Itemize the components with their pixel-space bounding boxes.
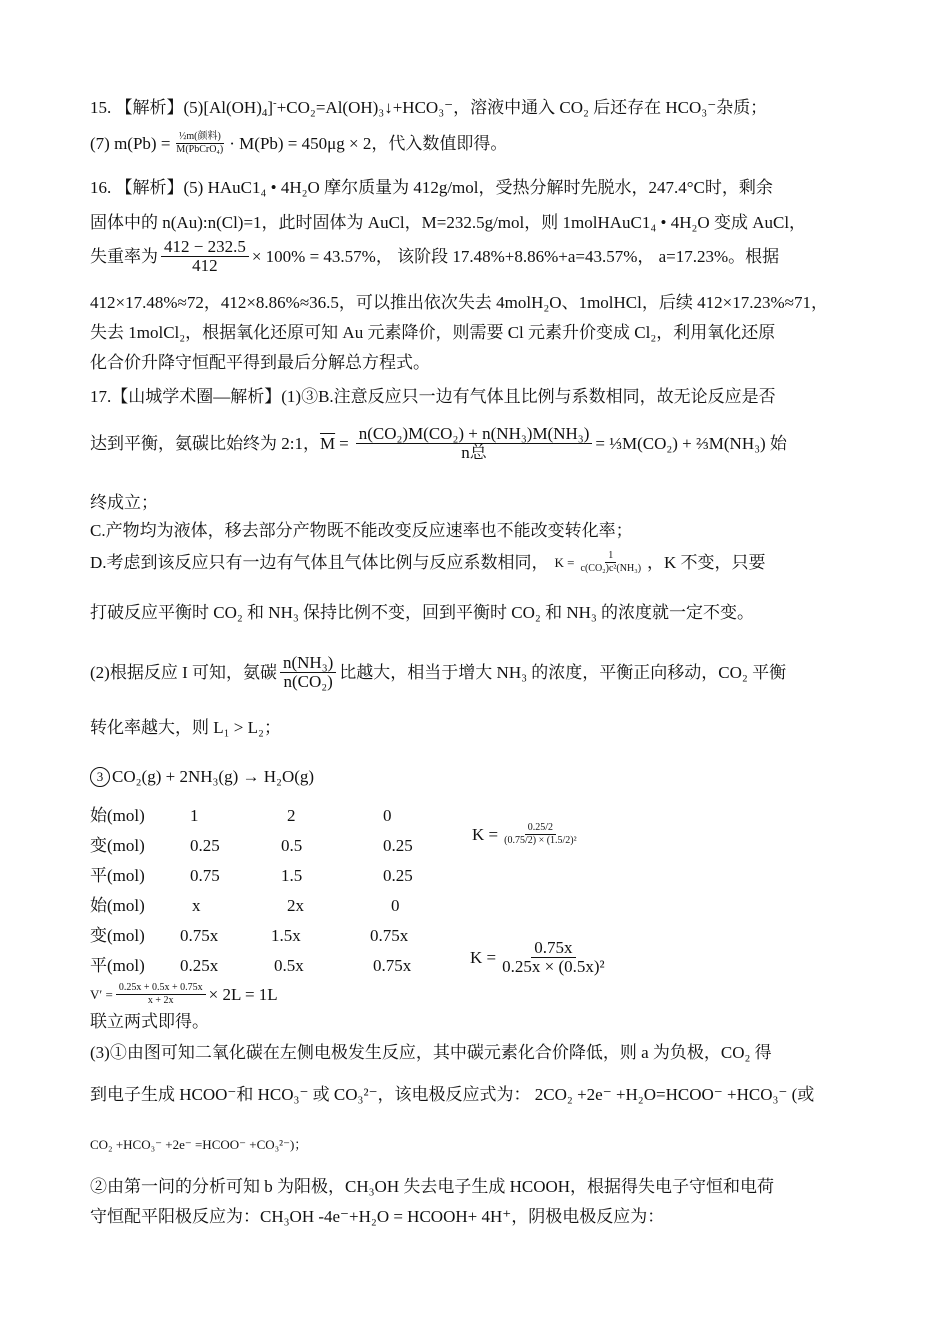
k2-numerator: 0.75x <box>531 939 575 958</box>
q15-fraction-numerator: ½m(颜料) <box>176 131 224 144</box>
q16-line-5: 失去 1molCl₂，根据氧化还原可知 Au 元素降价，则需要 Cl 元素升价变成 Cl₂，利用氧化还原 <box>90 323 776 342</box>
table-cell: 1.5x <box>271 926 301 945</box>
q17-line-3: 终成立； <box>90 493 158 512</box>
k2-denominator: 0.25x × (0.5x)² <box>502 957 605 976</box>
q16-line3-suffix: × 100% = 43.57%， 该阶段 17.48%+8.86%+a=43.57%， a=17.23%。根据 <box>251 246 780 266</box>
volume-formula <box>90 982 278 1007</box>
k2-fraction <box>499 939 608 976</box>
q17-part3-1-line-2: 到电子生成 HCOO⁻和 HCO₃⁻ 或 CO₃²⁻，该电极反应式为： 2CO₂ +2e⁻ +H₂O=HCOO⁻ +HCO₃⁻ (或 <box>90 1085 815 1104</box>
q17-equals: = <box>339 433 349 453</box>
q17-part3-1-line-3: CO₂ +HCO₃⁻ +2e⁻ =HCOO⁻ +CO₃²⁻)； <box>90 1137 308 1152</box>
table-cell: 0.5x <box>274 956 304 975</box>
table-cell: x <box>192 896 201 915</box>
q16-line-4: 412×17.48%≈72，412×8.86%≈36.5，可以推出依次失去 4molH₂O、1molHCl，后续 412×17.23%≈71， <box>90 293 828 312</box>
q15-line-1: 15. 【解析】$(5)[Al(OH)_4]^-+CO_2=Al(OH)_3↓+HCO_3^-$，溶液中通入 CO₂ 后还存在 HCO₃⁻杂质； <box>90 97 768 119</box>
q15-line1-mid: ] <box>267 98 274 117</box>
q17-part2-line-1 <box>90 654 786 691</box>
q16-line-2: 固体中的 n(Au):n(Cl)=1，此时固体为 AuCl，M=232.5g/mol，则 1molHAuC1₄ • 4H₂O 变成 AuCl， <box>90 213 807 232</box>
table-cell: 0.25 <box>190 836 220 855</box>
q15-line2-rhs: · M(Pb) = 450μg × 2，代入数值即得。 <box>229 133 508 153</box>
q17-line-6: 打破反应平衡时 CO₂ 和 NH₃ 保持比例不变，回到平衡时 CO₂ 和 NH₃ 的浓度就一定不变。 <box>90 603 755 622</box>
q17-mbar: $\overline{M}$ <box>319 433 336 453</box>
v-numerator: 0.25x + 0.5x + 0.75x <box>116 982 206 995</box>
table-cell: 0.75x <box>180 926 219 945</box>
q17-p2-prefix: (2)根据反应 I 可知，氨碳 <box>90 662 277 682</box>
q17-part3-2-line-2: 守恒配平阳极反应为：CH₃OH -4e⁻+H₂O = HCOOH+ 4H⁺，阴极电极反应为： <box>90 1207 665 1226</box>
v-denominator: x + 2x <box>147 995 174 1006</box>
q17-k-numerator: 1 <box>605 550 616 563</box>
q17-line2-prefix: 达到平衡，氨碳比始终为 2:1， <box>90 433 320 453</box>
table-cell: 0 <box>383 806 392 825</box>
k1-numerator: 0.25/2 <box>525 822 556 835</box>
q17-part3-2-line-1: ②由第一问的分析可知 b 为阳极，CH₃OH 失去电子生成 HCOOH，根据得失电子守恒和电荷 <box>90 1177 775 1196</box>
table-row-label: 始(mol) <box>90 896 145 915</box>
table-cell: 0.75 <box>190 866 220 885</box>
v-rhs: × 2L = 1L <box>208 984 278 1004</box>
q15-fraction-denominator: M(PbCrO₄) <box>176 144 224 155</box>
table-cell: 0 <box>391 896 400 915</box>
q17-k-fraction <box>578 550 645 575</box>
q16-fraction-numerator: 412 − 232.5 <box>161 238 249 257</box>
q17-line-2 <box>90 425 787 462</box>
table-row-label: 平(mol) <box>90 956 145 975</box>
table-cell: 1 <box>190 806 199 825</box>
circled-number: 3 <box>90 767 110 787</box>
table-cell: 0.25x <box>180 956 219 975</box>
q15-line2-lhs: (7) m(Pb) = <box>90 133 171 153</box>
table-cell: 1.5 <box>281 866 303 885</box>
q17-line-4: C.产物均为液体，移去部分产物既不能改变反应速率也不能改变转化率； <box>90 521 633 540</box>
table-cell: 0.75x <box>370 926 409 945</box>
q16-fraction-denominator: 412 <box>192 256 218 275</box>
q17-p2-suffix: 比越大，相当于增大 NH₃ 的浓度，平衡正向移动，CO₂ 平衡 <box>339 662 787 682</box>
table-cell: 0.75x <box>373 956 412 975</box>
q17-p2-denominator: n(CO₂) <box>283 672 333 691</box>
q15-fraction <box>173 131 226 156</box>
v-fraction <box>116 982 206 1007</box>
table-cell: 0.5 <box>281 836 303 855</box>
q17-reaction-equation: CO₂(g) + 2NH₃(g) → H₂O(g) <box>112 767 315 786</box>
table-cell: 0.25 <box>383 866 413 885</box>
q17-p2-numerator: n(NH₃) <box>280 654 336 673</box>
q17-k-denominator: c(CO₂)c²(NH₃) <box>580 563 642 574</box>
q16-fraction <box>161 238 249 275</box>
q15-line1-text: +CO₂=Al(OH)₃↓+HCO₃⁻，溶液中通入 CO₂ 后还存在 HCO₃⁻杂质； <box>276 98 768 117</box>
k1-fraction <box>501 822 580 847</box>
q16-line-3 <box>90 238 779 275</box>
q15-line1-prefix: 15. 【解析】(5)[Al(OH) <box>90 98 262 117</box>
k-formula-1 <box>472 822 583 847</box>
table-cell: 2x <box>287 896 304 915</box>
q16-line-6: 化合价升降守恒配平得到最后分解总方程式。 <box>90 353 430 372</box>
k1-lhs: K = <box>472 824 499 844</box>
q15-line-2 <box>90 131 507 156</box>
table-row-label: 变(mol) <box>90 836 145 855</box>
k1-denominator: (0.75/2) × (1.5/2)² <box>504 835 577 846</box>
table-row-label: 始(mol) <box>90 806 145 825</box>
q17-line2-suffix: = ⅓M(CO₂) + ⅔M(NH₃) 始 <box>595 433 787 453</box>
combine-line: 联立两式即得。 <box>90 1012 209 1031</box>
q16-line-1: 16. 【解析】(5) HAuC1₄ • 4H₂O 摩尔质量为 412g/mol，受热分解时先脱水，247.4°C时，剩余 <box>90 178 773 197</box>
q16-line3-prefix: 失重率为 <box>90 246 158 266</box>
q17-line5-suffix: ，K 不变，只要 <box>647 552 766 572</box>
k2-lhs: K = <box>470 947 497 967</box>
q17-p2-fraction <box>280 654 336 691</box>
q17-line-5 <box>90 550 766 575</box>
q17-mbar-denominator: n总 <box>461 443 487 462</box>
q17-part2-line-2: 转化率越大，则 L₁ > L₂； <box>90 718 281 737</box>
v-lhs: V′ = <box>90 986 113 1002</box>
table-row-label: 变(mol) <box>90 926 145 945</box>
q17-k-lhs: K = <box>554 554 575 570</box>
q17-part3-reaction <box>90 766 314 788</box>
q17-line-1: 17.【山城学术圈—解析】(1)③B.注意反应只一边有气体且比例与系数相同，故无论反应是否 <box>90 387 776 406</box>
q17-line5-prefix: D.考虑到该反应只有一边有气体且气体比例与反应系数相同， <box>90 552 549 572</box>
table-cell: 2 <box>287 806 296 825</box>
k-formula-2 <box>470 939 611 976</box>
q17-part3-1-line-1: (3)①由图可知二氧化碳在左侧电极发生反应，其中碳元素化合价降低，则 a 为负极，CO₂ 得 <box>90 1043 772 1062</box>
q17-mbar-numerator: n(CO₂)M(CO₂) + n(NH₃)M(NH₃) <box>356 425 593 444</box>
table-row-label: 平(mol) <box>90 866 145 885</box>
table-cell: 0.25 <box>383 836 413 855</box>
q17-mbar-fraction <box>356 425 593 462</box>
